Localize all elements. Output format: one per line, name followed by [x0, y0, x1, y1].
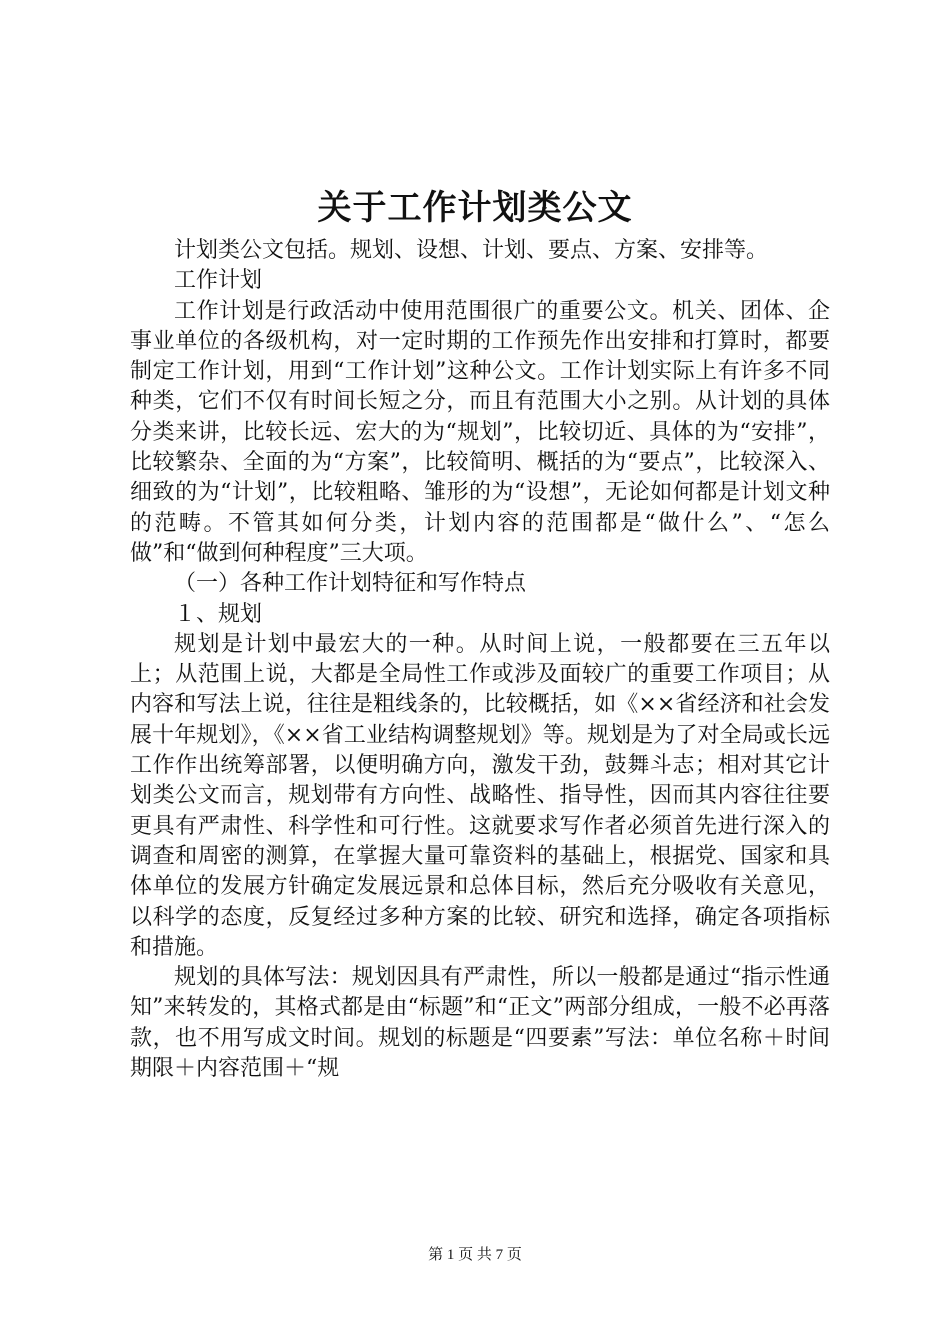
paragraph-planning: 规划是计划中最宏大的一种。从时间上说，一般都要在三五年以上；从范围上说，大都是全局性工作或涉及面较广的重要工作项目；从内容和写法上说，往往是粗线条的，比较概括，如《××省经济和社会发展十年规划》，《××省工业结构调整规划》等。规划是为了对全局或长远工作作出统筹部署，以便明确方向，激发干劲，鼓舞斗志；相对其它计划类公文而言，规划带有方向性、战略性、指导性，因而其内容往往要更具有严肃性、科学性和可行性。这就要求写作者必须首先进行深入的调查和周密的测算，在掌握大量可靠资料的基础上，根据党、国家和具体单位的发展方针确定发展远景和总体目标，然后充分吸收有关意见，以科学的态度，反复经过多种方案的比较、研究和选择，确定各项指标和措施。: [130, 631, 830, 960]
section-heading-features: （一）各种工作计划特征和写作特点: [174, 571, 527, 597]
page-number-footer: 第 1 页 共 7 页: [428, 1247, 522, 1263]
paragraph-work-plan: 工作计划是行政活动中使用范围很广的重要公文。机关、团体、企事业单位的各级机构，对一定时期的工作预先作出安排和打算时，都要制定工作计划，用到“工作计划”这种公文。工作计划实际上有许多不同种类，它们不仅有时间长短之分，而且有范围大小之别。从计划的具体分类来讲，比较长远、宏大的为“规划”，比较切近、具体的为“安排”，比较繁杂、全面的为“方案”，比较简明、概括的为“要点”，比较深入、细致的为“计划”，比较粗略、雏形的为“设想”，无论如何都是计划文种的范畴。不管其如何分类，计划内容的范围都是“做什么”、“怎么做”和“做到何种程度”三大项。: [130, 298, 830, 566]
document-title: 关于工作计划类公文: [317, 188, 633, 228]
subsection-heading-planning: １、规划: [174, 601, 263, 627]
document-body: [130, 236, 830, 1084]
section-heading-work-plan: 工作计划: [174, 268, 263, 294]
paragraph-intro: 计划类公文包括。规划、设想、计划、要点、方案、安排等。: [174, 238, 769, 263]
paragraph-planning-writing: 规划的具体写法：规划因具有严肃性，所以一般都是通过“指示性通知”来转发的，其格式都是由“标题”和“正文”两部分组成，一般不必再落款，也不用写成文时间。规划的标题是“四要素”写法：单位名称＋时间期限＋内容范围＋“规: [130, 965, 830, 1082]
